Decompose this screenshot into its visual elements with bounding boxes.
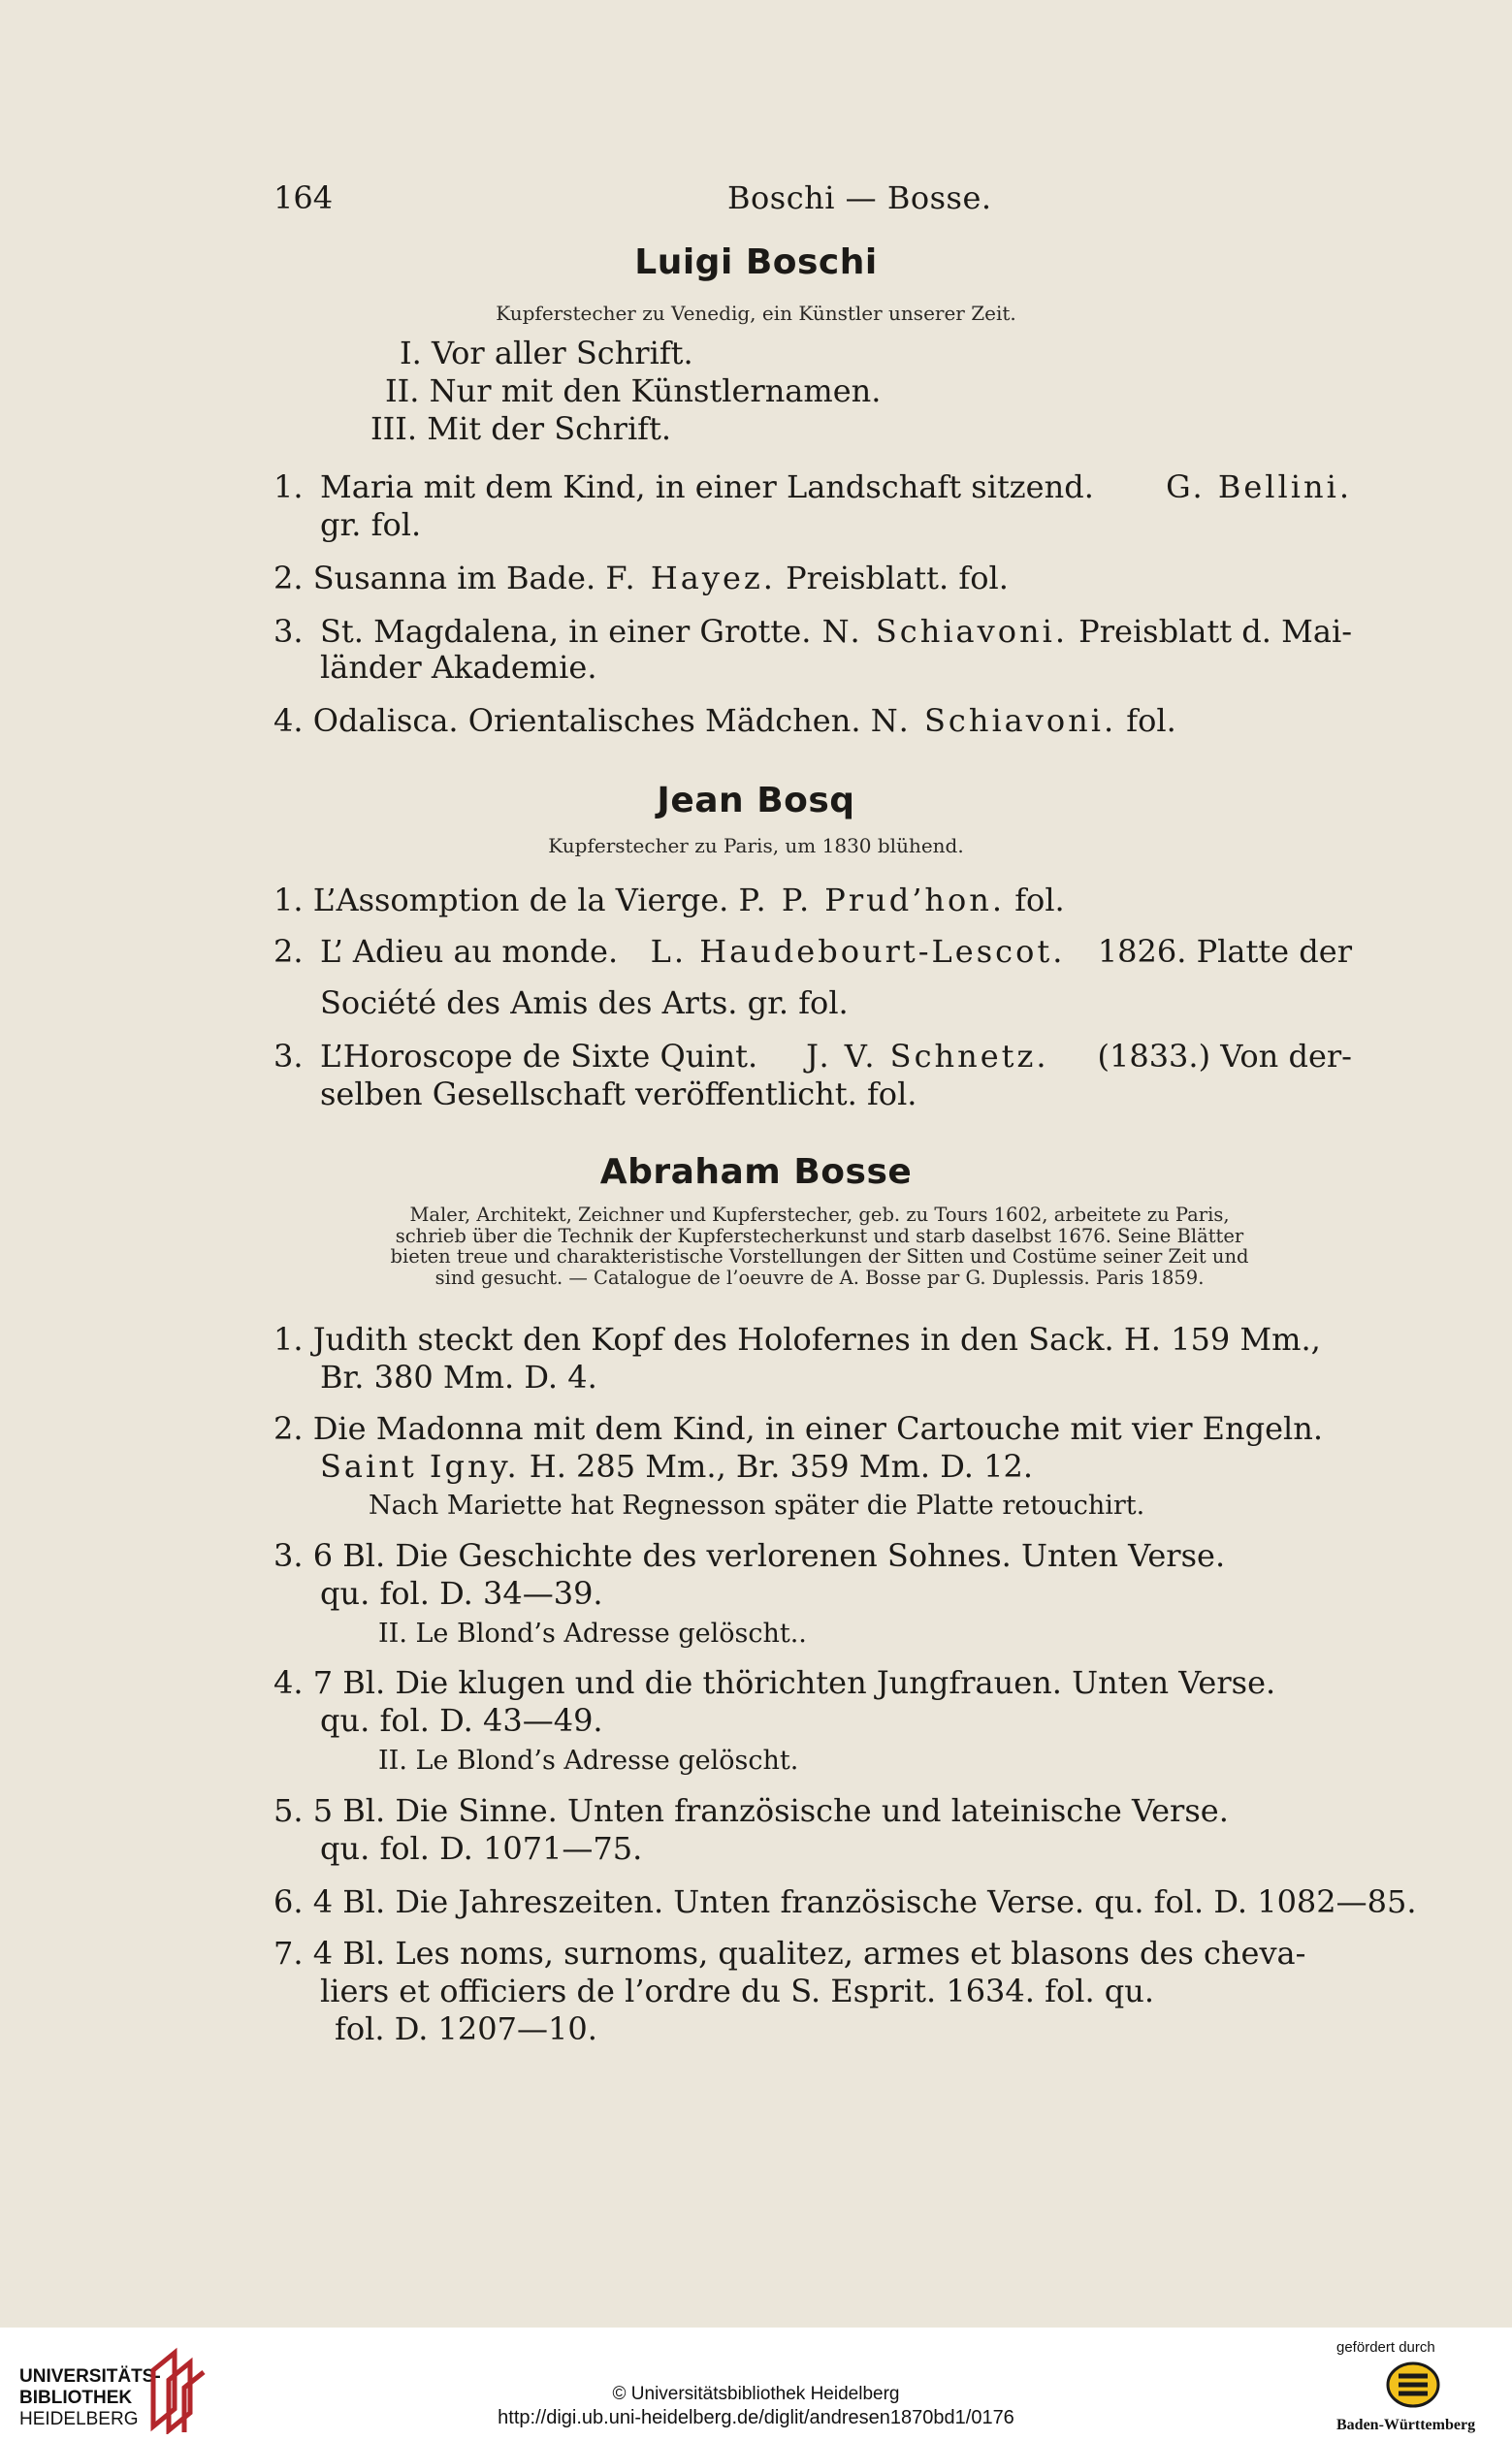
artist-heading-bosse: Abraham Bosse (599, 1152, 913, 1192)
artist-subtitle-boschi: Kupferstecher zu Venedig, ein Künstler unserer Zeit. (496, 302, 1016, 325)
catalog-entry (273, 1883, 1417, 1920)
entry-number: 3. (273, 1537, 304, 1574)
entry-number: 4. (273, 1664, 304, 1701)
catalog-entry (273, 933, 1352, 970)
state-line: I. Vor aller Schrift. (400, 335, 693, 371)
copyright-notice: © Universitätsbibliothek Heidelberg (612, 2384, 900, 2404)
engraved-after-artist: J. V. Schnetz. (806, 1038, 1049, 1075)
entry-text: L’Horoscope de Sixte Quint. (320, 1038, 758, 1075)
entry-number: 1. (273, 882, 304, 918)
entry-number: 2. (273, 933, 304, 970)
entry-number: 2. (273, 1410, 304, 1447)
catalog-entry (273, 1321, 1321, 1358)
entry-note: Nach Mariette hat Regnesson später die Platte retouchirt. (369, 1491, 1145, 1521)
entry-text: St. Magdalena, in einer Grotte. (320, 613, 812, 650)
engraved-after-artist: G. Bellini. (1166, 468, 1352, 505)
bio-line: bieten treue und charakteristische Vorstellungen der Sitten und Costüme seiner Zeit und (390, 1245, 1249, 1268)
entry-continuation: Société des Amis des Arts. gr. fol. (320, 984, 849, 1021)
entry-text: L’Assomption de la Vierge. (312, 882, 729, 918)
catalog-entry (273, 560, 1009, 596)
entry-continuation: qu. fol. D. 34—39. (320, 1575, 603, 1612)
entry-continuation: gr. fol. (320, 506, 422, 543)
catalog-entry (273, 1935, 1305, 1972)
catalog-entry (273, 468, 1352, 505)
bio-line: Maler, Architekt, Zeichner und Kupferstecher, geb. zu Tours 1602, arbeitete zu Paris, (409, 1204, 1230, 1226)
entry-text: Judith steckt den Kopf des Holofernes in den Sack. H. 159 Mm., (312, 1321, 1321, 1358)
entry-continuation: qu. fol. D. 1071—75. (320, 1830, 643, 1867)
artist-heading-bosq: Jean Bosq (657, 781, 855, 820)
catalog-entry (273, 1537, 1225, 1574)
artist-subtitle-bosq: Kupferstecher zu Paris, um 1830 blühend. (548, 834, 964, 857)
entry-number: 2. (273, 560, 304, 596)
entry-continuation: qu. fol. D. 43—49. (320, 1702, 603, 1739)
entry-text: 7 Bl. Die klugen und die thörichten Jungfrauen. Unten Verse. (312, 1664, 1276, 1701)
entry-text: Maria mit dem Kind, in einer Landschaft sitzend. (320, 468, 1094, 505)
library-logo-line: HEIDELBERG (19, 2409, 139, 2429)
entry-note: II. Le Blond’s Adresse gelöscht.. (378, 1619, 807, 1649)
entry-text: fol. (1126, 702, 1176, 739)
catalog-entry (273, 882, 1065, 918)
bio-line: schrieb über die Technik der Kupferstecherkunst und starb daselbst 1676. Seine Blätter (395, 1224, 1244, 1247)
library-logo-line: BIBLIOTHEK (19, 2388, 133, 2408)
catalog-entry (273, 1038, 1352, 1075)
entry-text: 6 Bl. Die Geschichte des verlorenen Sohnes. Unten Verse. (312, 1537, 1226, 1574)
page-number: 164 (273, 179, 334, 216)
entry-text: 1826. Platte der (1097, 933, 1352, 970)
entry-continuation: Br. 380 Mm. D. 4. (320, 1359, 597, 1396)
catalog-entry (273, 613, 1352, 650)
state-line: III. Mit der Schrift. (370, 410, 672, 447)
engraved-after-artist: N. Schiavoni. (821, 613, 1068, 650)
entry-text: fol. (1014, 882, 1065, 918)
running-title: Boschi — Bosse. (727, 179, 992, 216)
entry-number: 6. (273, 1883, 304, 1920)
entry-continuation: fol. D. 1207—10. (335, 2010, 597, 2047)
artist-biography-bosse (320, 1204, 1319, 1288)
entry-text: 5 Bl. Die Sinne. Unten französische und lateinische Verse. (312, 1792, 1229, 1829)
entry-continuation: selben Gesellschaft veröffentlicht. fol. (320, 1076, 917, 1112)
entry-number: 1. (273, 468, 304, 505)
engraved-after-artist: Saint Igny. (320, 1448, 520, 1485)
entry-text: Susanna im Bade. (312, 560, 596, 596)
engraved-after-artist: P. P. Prud’hon. (738, 882, 1006, 918)
entry-number: 3. (273, 613, 304, 650)
entry-note: II. Le Blond’s Adresse gelöscht. (378, 1746, 799, 1776)
entry-text: Preisblatt. fol. (786, 560, 1009, 596)
funded-by-label: gefördert durch (1336, 2339, 1435, 2356)
engraved-after-artist: L. Haudebourt-Lescot. (650, 933, 1066, 970)
entry-number: 1. (273, 1321, 304, 1358)
entry-text: (1833.) Von der- (1097, 1038, 1352, 1075)
catalog-entry (273, 1792, 1229, 1829)
entry-number: 3. (273, 1038, 304, 1075)
engraved-after-artist: F. Hayez. (605, 560, 776, 596)
state-line: II. Nur mit den Künstlernamen. (385, 372, 882, 409)
catalog-entry (273, 1664, 1275, 1701)
entry-continuation (320, 1448, 1033, 1485)
catalog-entry (273, 1410, 1323, 1447)
entry-text: 4 Bl. Die Jahreszeiten. Unten französische Verse. qu. fol. D. 1082—85. (312, 1883, 1417, 1920)
funder-name: Baden-Württemberg (1336, 2417, 1476, 2433)
entry-number: 7. (273, 1935, 304, 1972)
artist-heading-boschi: Luigi Boschi (634, 242, 878, 282)
entry-number: 5. (273, 1792, 304, 1829)
entry-text: Die Madonna mit dem Kind, in einer Cartouche mit vier Engeln. (312, 1410, 1324, 1447)
entry-text: L’ Adieu au monde. (320, 933, 619, 970)
entry-continuation: liers et officiers de l’ordre du S. Esprit. 1634. fol. qu. (320, 1973, 1155, 2009)
entry-text: Preisblatt d. Mai- (1078, 613, 1352, 650)
state-coat-of-arms-icon (1385, 2361, 1441, 2409)
entry-number: 4. (273, 702, 304, 739)
digitization-footer (0, 2328, 1512, 2441)
entry-text: H. 285 Mm., Br. 359 Mm. D. 12. (529, 1448, 1033, 1485)
bio-line: sind gesucht. — Catalogue de l’oeuvre de A. Bosse par G. Duplessis. Paris 1859. (434, 1266, 1205, 1289)
entry-continuation: länder Akademie. (320, 649, 597, 686)
permalink-url[interactable]: http://digi.ub.uni-heidelberg.de/diglit/andresen1870bd1/0176 (498, 2407, 1014, 2428)
entry-text: Odalisca. Orientalisches Mädchen. (312, 702, 861, 739)
catalog-entry (273, 702, 1176, 739)
library-logo-line: UNIVERSITÄTS- (19, 2366, 161, 2387)
engraved-after-artist: N. Schiavoni. (870, 702, 1117, 739)
entry-text: 4 Bl. Les noms, surnoms, qualitez, armes et blasons des cheva- (312, 1935, 1306, 1972)
